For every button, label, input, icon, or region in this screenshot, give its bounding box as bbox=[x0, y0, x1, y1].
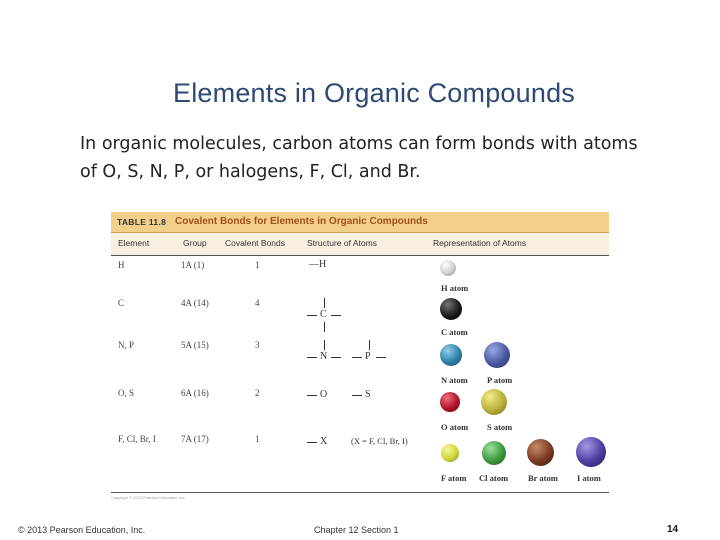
body-text bbox=[80, 130, 700, 186]
body-line: of O, S, N, P, or halogens, F, Cl, and Br. bbox=[80, 162, 421, 182]
bond-line bbox=[307, 395, 317, 396]
cell-bonds: 4 bbox=[255, 298, 260, 308]
cell-bonds: 1 bbox=[255, 434, 260, 444]
cell-group: 6A (16) bbox=[181, 388, 209, 398]
bond-line bbox=[307, 442, 317, 443]
bond-line bbox=[324, 340, 325, 350]
atom-label: Cl atom bbox=[479, 473, 509, 483]
cell-element: H bbox=[118, 260, 125, 270]
atom-label: F atom bbox=[441, 473, 467, 483]
covalent-bonds-table bbox=[111, 212, 609, 498]
carbon-atom-model bbox=[440, 298, 462, 320]
bond-line bbox=[307, 315, 317, 316]
table-bottom-rule bbox=[111, 492, 609, 493]
cell-element: C bbox=[118, 298, 125, 308]
body-line: In organic molecules, carbon atoms can form bonds with atoms bbox=[80, 134, 638, 154]
table-caption: Covalent Bonds for Elements in Organic Compounds bbox=[175, 216, 428, 227]
structure-x: X bbox=[320, 436, 328, 447]
cell-bonds: 1 bbox=[255, 260, 260, 270]
bond-line bbox=[352, 357, 362, 358]
bond-line bbox=[369, 340, 370, 350]
structure-c: C bbox=[320, 309, 327, 320]
atom-label: I atom bbox=[577, 473, 601, 483]
structure-p: P bbox=[365, 351, 371, 362]
table-number: TABLE 11.8 bbox=[117, 217, 167, 227]
cell-bonds: 3 bbox=[255, 340, 260, 350]
atom-label: O atom bbox=[441, 422, 469, 432]
structure-n: N bbox=[320, 351, 328, 362]
bond-line bbox=[324, 298, 325, 308]
bond-line bbox=[376, 357, 386, 358]
cell-element: O, S bbox=[118, 388, 135, 398]
column-header-group: Group bbox=[183, 238, 207, 248]
sulfur-atom-model bbox=[481, 389, 507, 415]
cell-group: 7A (17) bbox=[181, 434, 209, 444]
footer-copyright: © 2013 Pearson Education, Inc. bbox=[18, 525, 146, 535]
column-header-representation: Representation of Atoms bbox=[433, 238, 527, 248]
atom-label: Br atom bbox=[528, 473, 558, 483]
bond-line bbox=[331, 315, 341, 316]
column-header-bonds: Covalent Bonds bbox=[225, 238, 286, 248]
bond-line bbox=[352, 395, 362, 396]
slide-title: Elements in Organic Compounds bbox=[173, 78, 575, 108]
chlorine-atom-model bbox=[482, 441, 506, 465]
structure-s: S bbox=[365, 389, 371, 400]
column-header-structure: Structure of Atoms bbox=[307, 238, 377, 248]
phosphorus-atom-model bbox=[484, 342, 510, 368]
page-number: 14 bbox=[667, 524, 679, 535]
table-title-bar bbox=[111, 212, 609, 232]
cell-element: N, P bbox=[118, 340, 135, 350]
hydrogen-atom-model bbox=[440, 260, 456, 276]
cell-element: F, Cl, Br, I bbox=[118, 434, 156, 444]
structure-h: —H bbox=[309, 259, 327, 270]
bromine-atom-model bbox=[527, 439, 554, 466]
footer-chapter: Chapter 12 Section 1 bbox=[314, 525, 399, 535]
bond-line bbox=[324, 322, 325, 332]
iodine-atom-model bbox=[576, 437, 606, 467]
halogen-note: (X = F, Cl, Br, I) bbox=[351, 436, 408, 446]
atom-label: N atom bbox=[441, 375, 468, 385]
atom-label: H atom bbox=[441, 283, 469, 293]
column-header-element: Element bbox=[118, 238, 150, 248]
oxygen-atom-model bbox=[440, 392, 460, 412]
cell-bonds: 2 bbox=[255, 388, 260, 398]
nitrogen-atom-model bbox=[440, 344, 462, 366]
cell-group: 5A (15) bbox=[181, 340, 209, 350]
bond-line bbox=[331, 357, 341, 358]
bond-line bbox=[307, 357, 317, 358]
fluorine-atom-model bbox=[441, 444, 459, 462]
cell-group: 4A (14) bbox=[181, 298, 209, 308]
atom-label: S atom bbox=[487, 422, 513, 432]
cell-group: 1A (1) bbox=[181, 260, 205, 270]
atom-label: C atom bbox=[441, 327, 468, 337]
atom-label: P atom bbox=[487, 375, 513, 385]
figure-credit: Copyright © 2013 Pearson Education, Inc. bbox=[111, 495, 186, 500]
structure-o: O bbox=[320, 389, 328, 400]
